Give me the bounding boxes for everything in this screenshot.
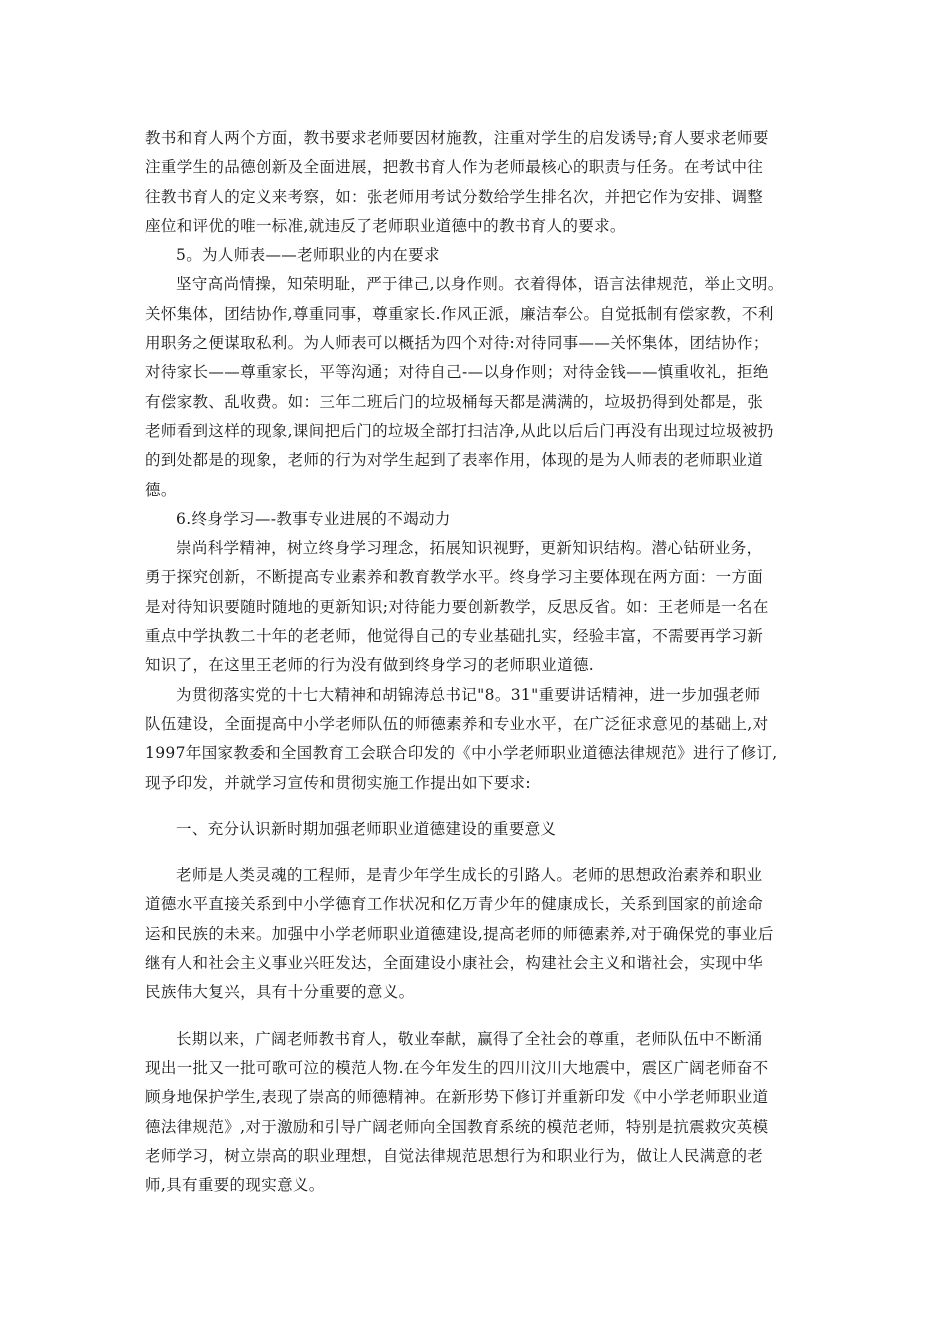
text-line: 座位和评优的唯一标准,就违反了老师职业道德中的教书育人的要求。 bbox=[145, 216, 626, 235]
text-line: 运和民族的未来。加强中小学老师职业道德建设,提高老师的师德素养,对于确保党的事业后 bbox=[145, 924, 774, 943]
text-line: 老师是人类灵魂的工程师，是青少年学生成长的引路人。老师的思想政治素养和职业 bbox=[176, 866, 763, 885]
text-line: 现出一批又一批可歌可泣的模范人物.在今年发生的四川汶川大地震中，震区广阔老师奋不 bbox=[145, 1058, 769, 1077]
text-line: 用职务之便谋取私利。为人师表可以概括为四个对待:对待同事——关怀集体，团结协作； bbox=[145, 334, 769, 353]
document-page bbox=[145, 124, 809, 1200]
text-line: 民族伟大复兴，具有十分重要的意义。 bbox=[145, 983, 415, 1002]
text-line: 有偿家教、乱收费。如：三年二班后门的垃圾桶每天都是满满的，垃圾扔得到处都是，张 bbox=[145, 392, 764, 411]
paragraph-role-model bbox=[145, 270, 809, 504]
text-line: 老师学习，树立崇高的职业理想，自觉法律规范思想行为和职业行为，做让人民满意的老 bbox=[145, 1146, 764, 1165]
text-line: 德。 bbox=[145, 480, 177, 499]
text-line: 知识了，在这里王老师的行为没有做到终身学习的老师职业道德. bbox=[145, 656, 595, 675]
text-line: 老师看到这样的现象,课间把后门的垃圾全部打扫洁净,从此以后后门再没有出现过垃圾被扔 bbox=[145, 421, 774, 440]
text-line: 为贯彻落实党的十七大精神和胡锦涛总书记"8。31"重要讲话精神，进一步加强老师 bbox=[176, 685, 761, 704]
text-line: 的到处都是的现象，老师的行为对学生起到了表率作用，体现的是为人师表的老师职业道 bbox=[145, 451, 764, 470]
text-line: 教书和育人两个方面，教书要求老师要因材施教，注重对学生的启发诱导;育人要求老师要 bbox=[145, 129, 769, 147]
paragraph-intro bbox=[145, 681, 809, 798]
text-line: 顾身地保护学生,表现了崇高的师德精神。在新形势下修订并重新印发《中小学老师职业道 bbox=[145, 1088, 769, 1107]
section-heading-5: 5。为人师表——老师职业的内在要求 bbox=[176, 246, 440, 265]
text-line: 队伍建设，全面提高中小学老师队伍的师德素养和专业水平，在广泛征求意见的基础上,对 bbox=[145, 714, 769, 733]
paragraph-significance bbox=[145, 861, 809, 1007]
text-line: 长期以来，广阔老师教书育人，敬业奉献，赢得了全社会的尊重，老师队伍中不断涌 bbox=[176, 1029, 763, 1048]
paragraph-long-term bbox=[145, 1025, 809, 1201]
text-line: 师,具有重要的现实意义。 bbox=[145, 1176, 325, 1195]
section-title-1: 一、充分认识新时期加强老师职业道德建设的重要意义 bbox=[176, 819, 557, 838]
text-line: 注重学生的品德创新及全面进展，把教书育人作为老师最核心的职责与任务。在考试中往 bbox=[145, 158, 764, 177]
text-line: 崇尚科学精神，树立终身学习理念，拓展知识视野，更新知识结构。潜心钻研业务， bbox=[176, 539, 763, 558]
text-line: 道德水平直接关系到中小学德育工作状况和亿万青少年的健康成长，关系到国家的前途命 bbox=[145, 895, 764, 914]
text-line: 继有人和社会主义事业兴旺发达，全面建设小康社会，构建社会主义和谐社会，实现中华 bbox=[145, 954, 764, 973]
text-line: 关怀集体，团结协作,尊重同事，尊重家长.作风正派，廉洁奉公。自觉抵制有偿家教，不利 bbox=[145, 304, 774, 323]
text-line: 重点中学执教二十年的老老师，他觉得自己的专业基础扎实，经验丰富，不需要再学习新 bbox=[145, 627, 764, 646]
section-heading-6: 6.终身学习—-教事专业进展的不竭动力 bbox=[176, 509, 451, 528]
text-line: 勇于探究创新，不断提高专业素养和教育教学水平。终身学习主要体现在两方面：一方面 bbox=[145, 568, 764, 587]
text-line: 德法律规范》,对于激励和引导广阔老师向全国教育系统的模范老师，特别是抗震救灾英模 bbox=[145, 1117, 769, 1136]
paragraph-teaching-education bbox=[145, 124, 809, 241]
text-line: 往教书育人的定义来考察，如：张老师用考试分数给学生排名次，并把它作为安排、调整 bbox=[145, 187, 764, 206]
text-line: 1997年国家教委和全国教育工会联合印发的《中小学老师职业道德法律规范》进行了修订, bbox=[145, 744, 778, 763]
text-line: 坚守高尚情操，知荣明耻，严于律己,以身作则。衣着得体，语言法律规范，举止文明。 bbox=[176, 275, 784, 294]
text-line: 对待家长——尊重家长，平等沟通；对待自己-—以身作则；对待金钱——慎重收礼，拒绝 bbox=[145, 363, 769, 382]
text-line: 现予印发，并就学习宣传和贯彻实施工作提出如下要求: bbox=[145, 773, 531, 792]
paragraph-lifelong-learning bbox=[145, 534, 809, 680]
text-line: 是对待知识要随时随地的更新知识;对待能力要创新教学，反思反省。如：王老师是一名在 bbox=[145, 597, 769, 616]
